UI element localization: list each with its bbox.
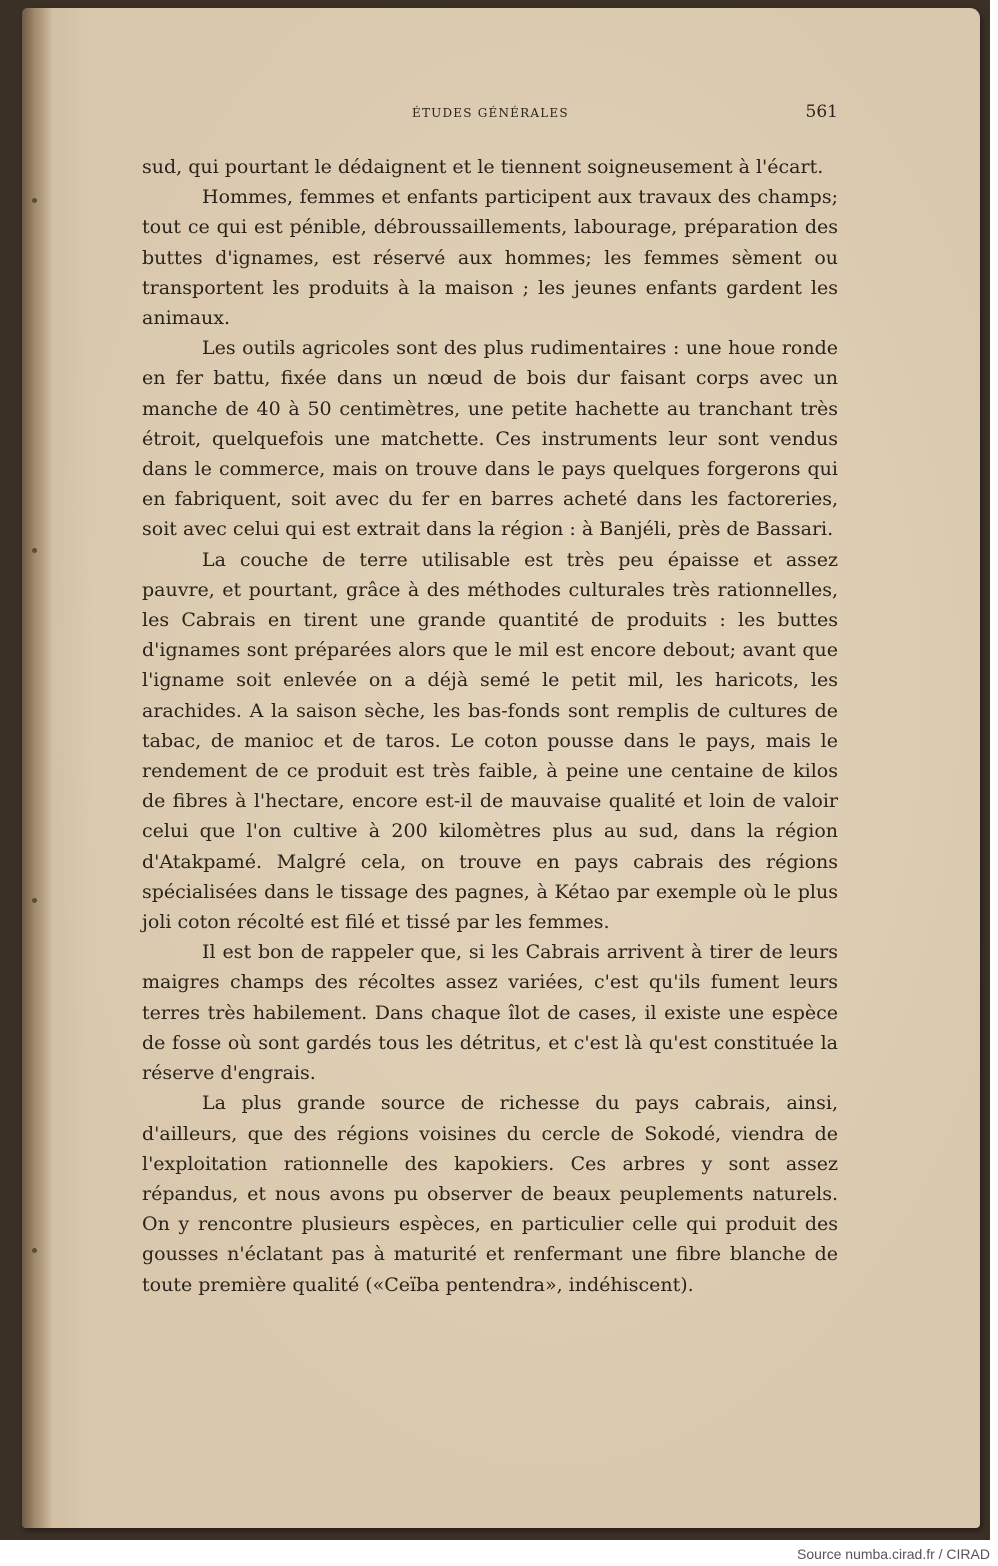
page-number: 561 [805,102,838,122]
binding-hole [32,548,37,553]
paragraph: sud, qui pourtant le dédaignent et le tiennent soigneusement à l'écart. [142,156,824,178]
paragraph: Les outils agricoles sont des plus rudimentaires : une houe ronde en fer battu, fixée dans un nœud de bois dur faisant corps avec un manche de 40 à 50 centimètres, une petite hachette au tranchant très étroit, quelquefois une matchette. Ces instruments leur sont vendus dans le commerce, mais on trouve dans le pays quelques forgerons qui en fabriquent, soit avec du fer en barres acheté dans les factoreries, soit avec celui qui est extrait dans la région : à Banjéli, près de Bassari. [142,337,838,541]
binding-hole [32,1248,37,1253]
binding-hole [32,898,37,903]
page-spine [22,8,52,1528]
paragraph: La couche de terre utilisable est très peu épaisse et assez pauvre, et pourtant, grâce à des méthodes culturales très rationnelles, les Cabrais en tirent une grande quantité de produits : les buttes d'ignames sont préparées alors que le mil est encore debout; avant que l'igname soit enlevée on a déjà semé le petit mil, les haricots, les arachides. A la saison sèche, les bas-fonds sont remplis de cultures de tabac, de manioc et de taros. Le coton pousse dans le pays, mais le rendement de ce produit est très faible, à peine une centaine de kilos de fibres à l'hectare, encore est-il de mauvaise qualité et loin de valoir celui que l'on cultive à 200 kilomètres plus au sud, dans la région d'Atakpamé. Malgré cela, on trouve en pays cabrais des régions spécialisées dans le tissage des pagnes, à Kétao par exemple où le plus joli coton récolté est filé et tissé par les femmes. [142,548,838,934]
source-credit: Source numba.cirad.fr / CIRAD [797,1546,990,1562]
paragraph: La plus grande source de richesse du pays cabrais, ainsi, d'ailleurs, que des régions voisines du cercle de Sokodé, viendra de l'exploitation rationnelle des kapokiers. Ces arbres y sont assez répandus, et nous avons pu observer de beaux peuplements naturels. On y rencontre plusieurs espèces, en particulier celle qui produit des gousses n'éclatant pas à maturité et renfermant une fibre blanche de toute première qualité («Ceïba pentendra», indéhiscent). [142,1092,838,1296]
page-header [142,100,838,130]
binding-hole [32,198,37,203]
body-text [142,152,838,1300]
paragraph: Hommes, femmes et enfants participent aux travaux des champs; tout ce qui est pénible, débroussaillements, labourage, préparation des buttes d'ignames, est réservé aux hommes; les femmes sèment ou transportent les produits à la maison ; les jeunes enfants gardent les animaux. [142,186,838,330]
paragraph: Il est bon de rappeler que, si les Cabrais arrivent à tirer de leurs maigres champs des récoltes assez variées, c'est qu'ils fument leurs terres très habilement. Dans chaque îlot de cases, il existe une espèce de fosse où sont gardés tous les détritus, et c'est là qu'est constituée la réserve d'engrais. [142,941,838,1085]
running-title: ÉTUDES GÉNÉRALES [412,106,569,120]
